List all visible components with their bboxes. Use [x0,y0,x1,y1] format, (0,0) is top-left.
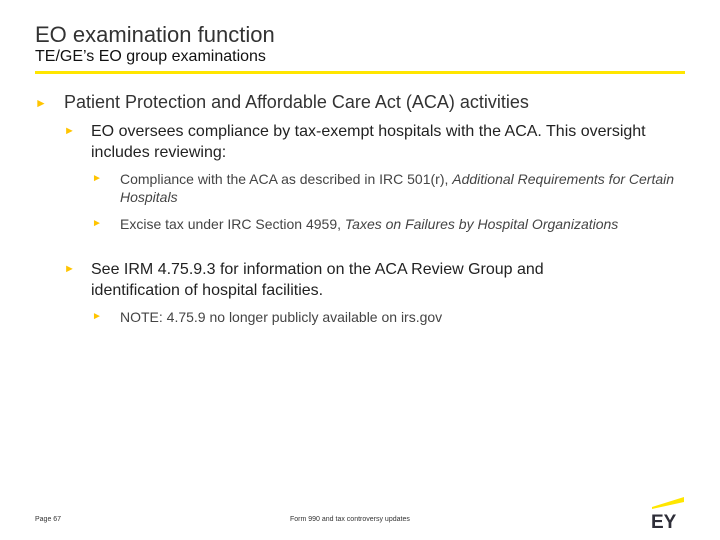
slide-subtitle: TE/GE’s EO group examinations [35,48,266,65]
list-item-excise-tax-text: Excise tax under IRC Section 4959, [120,216,345,232]
list-item-excise-tax [120,215,620,233]
list-item-see-irm: See IRM 4.75.9.3 for information on the ACA Review Group and identification of hospital facilities. [91,261,544,299]
title-rule [35,71,685,74]
list-item-compliance [120,170,685,206]
list-item-eo-oversees: EO oversees compliance by tax-exempt hospitals with the ACA. This oversight includes reviewing: [91,123,646,161]
bullet-icon: ► [64,125,75,137]
list-item-note: NOTE: 4.75.9 no longer publicly available on irs.gov [120,309,443,325]
list-item-aca-activities: Patient Protection and Affordable Care Act (ACA) activities [64,92,529,112]
bullet-icon: ► [92,311,102,322]
bullet-icon: ► [92,173,102,184]
footer-text: Form 990 and tax controversy updates [290,516,410,523]
list-item-compliance-title: Additional Requirements for Certain Hospitals [120,171,675,205]
list-item-compliance-text: Compliance with the ACA as described in IRC 501(r), [120,171,453,187]
page-number: Page 67 [35,516,62,523]
slide-title: EO examination function [35,22,275,47]
ey-logo-text: EY [651,512,677,530]
bullet-icon: ► [64,263,75,275]
bullet-icon: ► [35,96,47,110]
ey-logo [648,494,686,530]
list-item-excise-tax-title: Taxes on Failures by Hospital Organizations [344,216,619,232]
bullet-icon: ► [92,218,102,229]
